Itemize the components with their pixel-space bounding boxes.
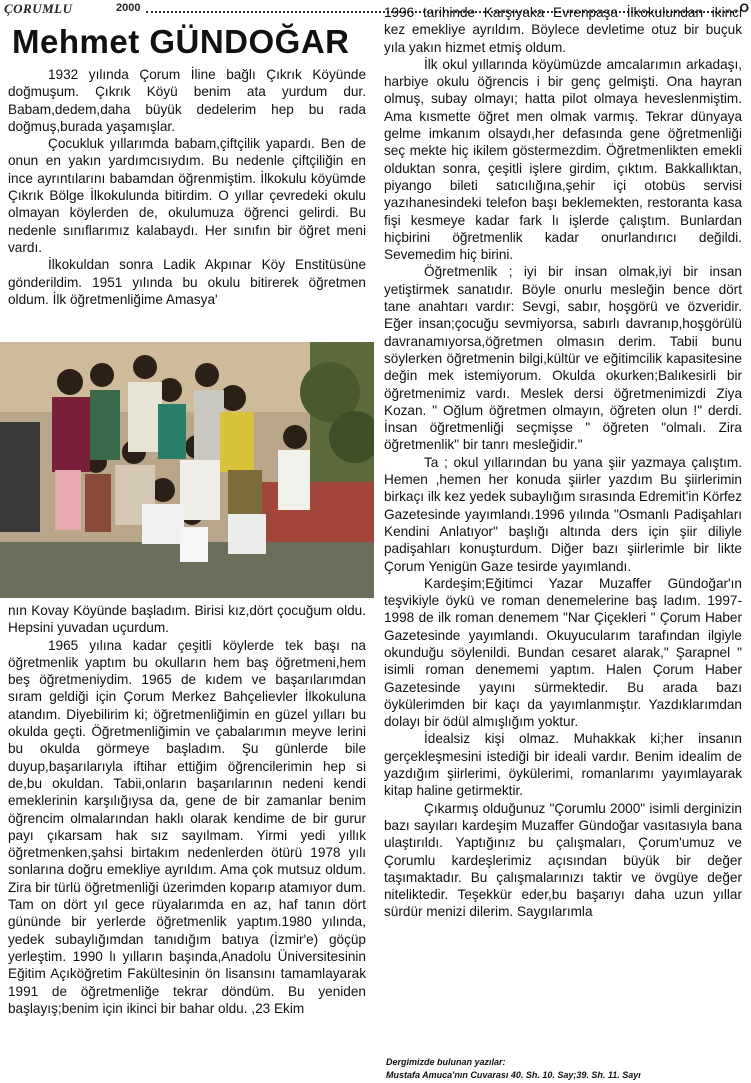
paragraph: Öğretmenlik ; iyi bir insan olmak,iyi bir insan yetiştirmek sanatıdır. Böyle onurlu mesleğin bence dört tane anahtarı vardır: Sevgi, sabır, hoşgörü ve özveridir. Eğer insan;çocuğu sevmiyorsa, sabırlı davranıp,hoşgörülü davranamıyorsa,öğretmen olmasın derim. Tabii bunu söylerken öğretmenin bilgi,kültür ve eğitimcilik kapasitesine değin mek istemiyorum. Okulda okurken;Balıkesirli bir öğretmenimiz vardı. Meslek dersi öğretmenimizdi Ziya Kozan. " Oğlum öğretmen olmayın, öğreten olun !" derdi. İnsan öğretmenliği seçmişse " öğreten "olmalı. Zira öğretmenlik" bir tanrı mesleğidir." (384, 264, 742, 453)
paragraph: Çocukluk yıllarımda babam,çiftçilik yapardı. Ben de onun en yakın yardımcısıydım. Bu nedenle çiftçiliğin en ince ayrıntılarını babamdan öğrenmiştim. İlkokulu köyümde Çıkrık Bölge İlkokulunda bitirdim. O yıllar çevredeki okulu olmayan köylerden de, okulumuza öğrenci gelirdi. Bu nedenle sınıflarımız kalabaydı. Her sınıfın bir öğret meni vardı. (8, 136, 366, 255)
magazine-year: 2000 (116, 2, 141, 14)
paragraph: 1932 yılında Çorum İline bağlı Çıkrık Köyünde doğmuşum. Çıkrık Köyü benim ata yurdum dur. Babam,dedem,daha büyük dedelerim hep bu rada doğmuş,burada yaşamışlar. (8, 67, 366, 134)
column-right (384, 4, 742, 921)
paragraph: İdealsiz kişi olmaz. Muhakkak ki;her insanın gerçekleşmesini istediği bir ideali vardır. Benim idealim de yazdığım şiirlerimi, öykülerimi, romanlarımı yayımlayarak kitap haline getirmektir. (384, 731, 742, 799)
paragraph: Çıkarmış olduğunuz "Çorumlu 2000" isimli derginizin bazı sayıları kardeşim Muzaffer Gündoğar vasıtasıyla bana ulaştırıldı. Yaptığınız bu çalışmaları, Çorum'umuz ve Çorumlu kardeşlerimiz açısından büyük bir değer taşımaktadır. Bu çalışmalarınızı taktir ve övgüye değer niteliktedir. Teşekkür eder,bu başarıyı daha uzun yıllar sürdür menizi dilerim. Saygılarımla (384, 800, 742, 920)
paragraph: 1965 yılına kadar çeşitli köylerde tek başı na öğretmenlik yaptım bu okulların hem baş öğretmeni,hem beş öğretmeniydim. 1965 de kıdem ve başarılarımdan sıram geldiği için Çorum Merkez Bahçelievler İlkokuluna atandım. Diyebilirim ki; öğretmenliğimin en güzel yılları bu okulda geçti. Öğretmenliğimin ve çabalarımın meyve lerini bu okulda görmeye başladım. Şu günlerde bile duyup,başarılarıyla iftihar ettiğim öğrencilerimin hep si de,bu okuldan. Tabii,onların başarılarının nedeni kendi emeklerinin karşılığıysa da, gene de bir zamanlar benim öğrencim olmalarından haklı olarak kendime de bir gurur payı çıkarsam hak sız sayılmam. Yirmi yedi yıllık öğretmenken,şahsi birtakım nedenlerden ötürü 1978 yılı sonlarına doğru emekliye ayrıldım. Ama çok mutsuz oldum. Zira bir türlü öğretmenliği üzerimden koparıp atamıyor dum. Tam on dört yıl gece rüyalarımda en az, haf tanın dört gününde bir yerlerde öğretmenlik yaptım.1980 yılında, yedek subaylığımdan tanıdığım batıya (İzmir'e) göçüp yerleştim. 1990 lı yılların başında,Anadolu Üniversitesinin Eğitim Açıköğretim Fakültesinin ön lisansını tamamlayarak 1991 de öğretmenliğe tekrar döndüm. Bu yeniden başlayış;benim için ikinci bir bahar oldu. ,23 Ekim (8, 637, 366, 1016)
column-left-bottom (8, 602, 366, 1017)
paragraph: İlkokuldan sonra Ladik Akpınar Köy Enstitüsüne gönderildim. 1951 yılında bu okulu bitirerek öğretmen oldum. İlk öğretmenliğime Amasya' (8, 257, 366, 307)
footer-source: Mustafa Amuca'nın Cuvarası 40. Sh. 10. Say;39. Sh. 11. Sayı (386, 1070, 641, 1080)
paragraph: Kardeşim;Eğitimci Yazar Muzaffer Gündoğar'ın teşvikiyle öykü ve roman denemelerine baş ladım. 1997-1998 de ilk roman denemem "Nar Çiçekleri " Çorum Haber Gazetesinde yayımlandı. Okuyucularım tarafından ilgiyle okunduğu söylenildi. Bundan cesaret alarak," Şarapnel " isimli roman denememi yaptım. Halen Çorum Haber Gazetesinde yayını sürmektedir. Bu arada bazı öykülerimden bir kaçı da yayımlanmıştır. Yazdıklarımdan dolayı bir ödül almışlığım yoktur. (384, 575, 742, 730)
paragraph: 1996 tarihinde Karşıyaka Evrenpaşa İlkokulundan ikinci kez emekliye ayrıldım. Böylece devletime otuz bir buçuk yıla yakın hizmet etmiş oldum. (384, 5, 742, 55)
paragraph: Ta ; okul yıllarından bu yana şiir yazmaya çalıştım. Hemen ,hemen her konuda şiirler yazdım Bu şiirlerimin birkaçı ilk kez yedek subaylığım sırasında Edremit'in Körfez Gazetesinde yayımlandı.1996 yılında "Osmanlı Padişahları Kendini Anlatıyor" başlığı altında ders için şiir diliyle padişahları konuşturdum. Diğer bazı şiirlerimle bir likte Çorum Yenigün Gaze tesirde yayımlandı. (384, 454, 742, 574)
page-number: O (739, 1, 749, 15)
article-title: Mehmet GÜNDOĞAR (12, 23, 350, 60)
column-left-top (8, 66, 366, 308)
magazine-brand: ÇORUMLU (4, 1, 73, 16)
footer-note: Dergimizde bulunan yazılar: (386, 1057, 506, 1067)
family-photo (0, 342, 374, 598)
paragraph: İlk okul yıllarında köyümüzde amcalarımın arkadaşı, harbiye okulu öğrencis i bir genç gelmişti. Ona hayran olmuş, subay olmayı; hatta pilot olmaya heveslenmiştim. Ama kısmette öğret men olmak varmış. Tekrar dünyaya gelme imkanım olsaydı,her defasında gene öğretmenliği seç mekte hiç ikilem göstermezdim. Öğretmenlikten emekli olduktan sonra, çeşitli işlere girdim, çıktım. Bakkallıktan, piyango bileti satıcılığına,şehir içi otobüs servisi yazıhanesindeki telefon başı beklemekten, restoranta kasa fişi kesmeye kadar fark lı işlerde çalıştım. Bunlardan hiçbirini öğretmenlik kadar onurlandırıcı değildi. Sevemedim hiç birini. (384, 56, 742, 263)
paragraph: nın Kovay Köyünde başladım. Birisi kız,dört çocuğum oldu. Hepsini yuvadan uçurdum. (8, 603, 366, 636)
